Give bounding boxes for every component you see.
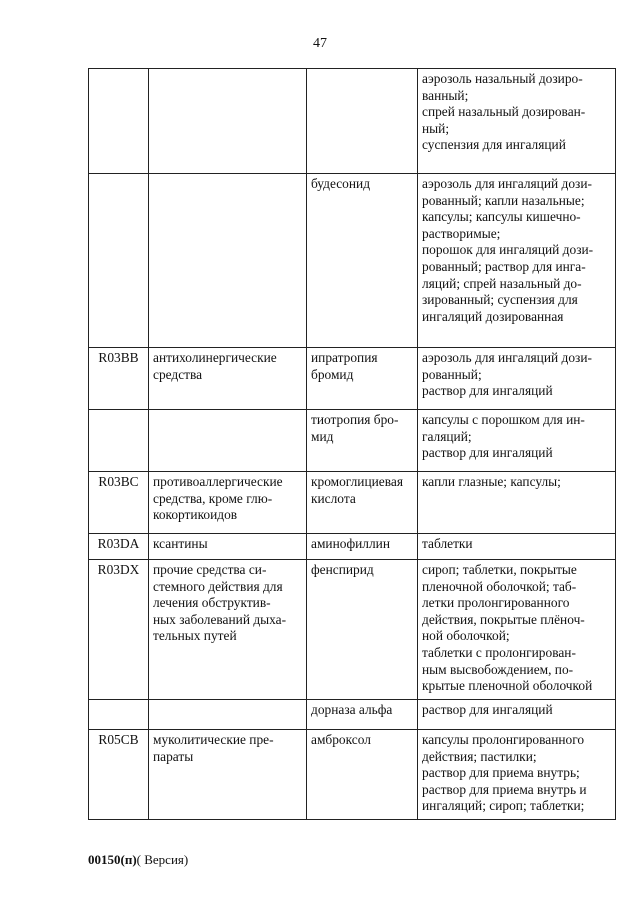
dosage-forms-cell: аэрозоль для ингаляций дози- рованный; раствор для ингаляций [418, 348, 616, 410]
atc-code-cell [89, 69, 149, 174]
atc-code-cell: R03DX [89, 560, 149, 700]
table-row [89, 534, 616, 560]
group-name-cell [149, 69, 307, 174]
substance-name-cell: тиотропия бро- мид [307, 410, 418, 472]
table-row [89, 560, 616, 700]
footer-version: ( Версия) [136, 852, 189, 867]
page-number: 47 [313, 36, 327, 51]
atc-code-cell [89, 410, 149, 472]
atc-code-cell: R03BB [89, 348, 149, 410]
dosage-forms-cell: таблетки [418, 534, 616, 560]
substance-name-cell: фенспирид [307, 560, 418, 700]
table-row [89, 348, 616, 410]
atc-drug-table [88, 68, 616, 820]
substance-name-cell: кромоглициевая кислота [307, 472, 418, 534]
dosage-forms-cell: капсулы с порошком для ин- галяций; раствор для ингаляций [418, 410, 616, 472]
group-name-cell: противоаллергические средства, кроме глю- кокортикоидов [149, 472, 307, 534]
atc-code-cell: R03DA [89, 534, 149, 560]
table-row [89, 174, 616, 348]
dosage-forms-cell: капсулы пролонгированного действия; пастилки; раствор для приема внутрь; раствор для приема внутрь и ингаляций; сироп; таблетки; [418, 730, 616, 820]
group-name-cell: антихолинергические средства [149, 348, 307, 410]
dosage-forms-cell: капли глазные; капсулы; [418, 472, 616, 534]
group-name-cell: ксантины [149, 534, 307, 560]
table-body [89, 69, 616, 820]
group-name-cell [149, 174, 307, 348]
table-row [89, 700, 616, 730]
dosage-forms-cell: раствор для ингаляций [418, 700, 616, 730]
substance-name-cell [307, 69, 418, 174]
dosage-forms-cell: аэрозоль для ингаляций дози- рованный; капли назальные; капсулы; капсулы кишечно- растворимые; порошок для ингаляций дози- рованный; раствор для инга- ляций; спрей назальный до- зированный; суспензия для ингаляций дозированная [418, 174, 616, 348]
atc-code-cell: R05CB [89, 730, 149, 820]
group-name-cell [149, 700, 307, 730]
substance-name-cell: ипратропия бромид [307, 348, 418, 410]
dosage-forms-cell: сироп; таблетки, покрытые пленочной оболочкой; таб- летки пролонгированного действия, покрытые плёноч- ной оболочкой; таблетки с пролонгирован- ным высвобождением, по- крытые пленочной оболочкой [418, 560, 616, 700]
table-row [89, 730, 616, 820]
substance-name-cell: аминофиллин [307, 534, 418, 560]
atc-code-cell [89, 700, 149, 730]
table-row [89, 69, 616, 174]
footer-code: 00150(п) [88, 852, 137, 867]
substance-name-cell: будесонид [307, 174, 418, 348]
substance-name-cell: дорназа альфа [307, 700, 418, 730]
atc-code-cell: R03BC [89, 472, 149, 534]
table-row [89, 410, 616, 472]
dosage-forms-cell: аэрозоль назальный дозиро- ванный; спрей назальный дозирован- ный; суспензия для ингаляций [418, 69, 616, 174]
group-name-cell [149, 410, 307, 472]
atc-code-cell [89, 174, 149, 348]
group-name-cell: прочие средства си- стемного действия для лечения обструктив- ных заболеваний дыха- тельных путей [149, 560, 307, 700]
substance-name-cell: амброксол [307, 730, 418, 820]
document-footer [88, 852, 188, 868]
group-name-cell: муколитические пре- параты [149, 730, 307, 820]
table-row [89, 472, 616, 534]
